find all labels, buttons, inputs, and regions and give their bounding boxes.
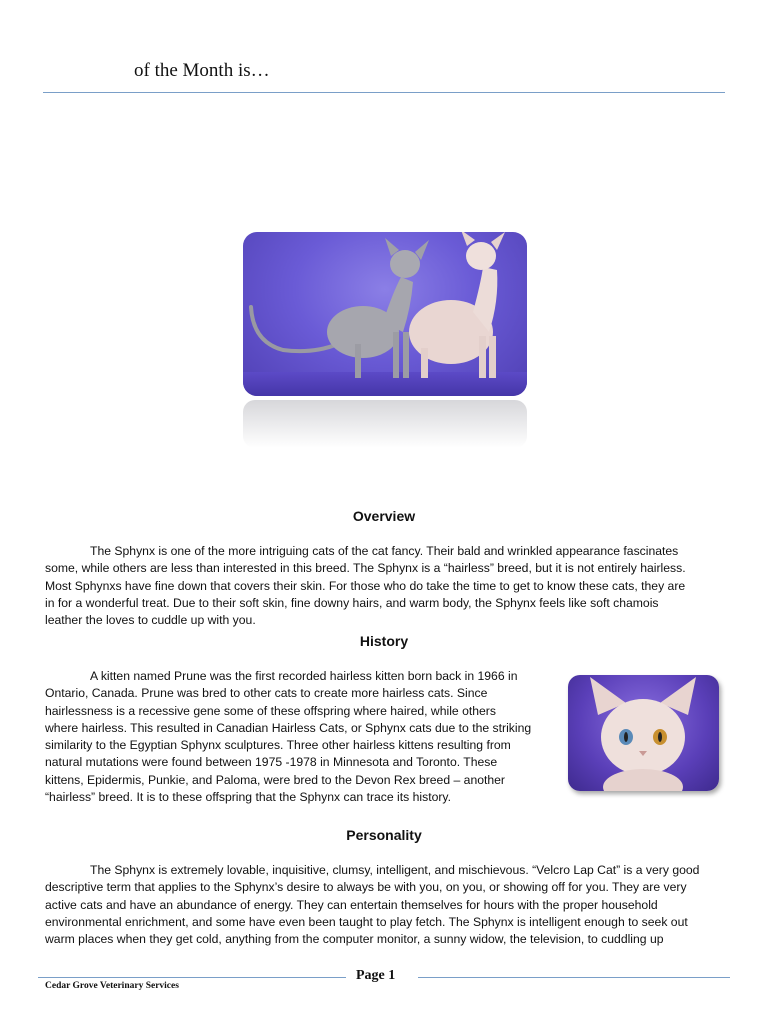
history-line: “hairless” breed. It is to these offspring that the Sphynx can trace its history. <box>45 790 451 805</box>
personality-line: environmental enrichment, and some have even been taught to play fetch. The Sphynx is intelligent enough to seek out <box>45 914 688 929</box>
overview-line: Most Sphynxs have fine down that covers their skin. For those who do take the time to get to know these cats, they are <box>45 578 686 593</box>
personality-paragraph <box>45 862 723 948</box>
history-line: hairlessness is a recessive gene some of these offspring where haired, while others <box>45 703 496 718</box>
hero-photo <box>243 232 527 446</box>
history-line: similarity to the Egyptian Sphynx sculptures. Three other hairless kittens resulting from <box>45 738 511 753</box>
hero-photo-frame <box>243 232 527 396</box>
cats-illustration <box>243 232 527 396</box>
history-paragraph <box>45 668 550 806</box>
page-number: Page 1 <box>356 968 396 983</box>
history-heading: History <box>359 633 409 649</box>
overview-line: The Sphynx is one of the more intriguing cats of the cat fancy. Their bald and wrinkled appearance fascinates <box>90 544 679 558</box>
personality-line: active cats and have an abundance of energy. They can entertain themselves for hours with the proper household <box>45 897 658 912</box>
kitten-illustration <box>568 675 719 791</box>
overview-line: leather the loves to cuddle up with you. <box>45 613 256 628</box>
personality-heading: Personality <box>346 827 422 843</box>
personality-line: warm places when they get cold, anything from the computer monitor, a sunny widow, the television, to cuddling up <box>45 932 664 947</box>
personality-line: The Sphynx is extremely lovable, inquisitive, clumsy, intelligent, and mischievous. “Velcro Lap Cat” is a very good <box>90 863 700 877</box>
footer-organization: Cedar Grove Veterinary Services <box>45 981 179 991</box>
footer-divider-left <box>38 977 346 978</box>
personality-line: descriptive term that applies to the Sphynx’s desire to always be with you, on you, or showing off for you. They are very <box>45 880 687 895</box>
kitten-photo <box>568 675 719 791</box>
hero-photo-reflection <box>243 400 527 448</box>
overview-heading: Overview <box>352 508 416 524</box>
overview-paragraph <box>45 543 723 629</box>
overview-line: in for a wonderful treat. Due to their soft skin, fine downy hairs, and warm body, the Sphynx feels like soft chamois <box>45 595 659 610</box>
overview-line: some, while others are less than interested in this breed. The Sphynx is a “hairless” breed, but it is not entirely hairless. <box>45 561 686 576</box>
footer-divider-right <box>418 977 730 978</box>
history-line: Ontario, Canada. Prune was bred to other cats to create more hairless cats. Since <box>45 686 488 701</box>
page-header-title: of the Month is… <box>134 60 270 81</box>
history-line: where hairless. This resulted in Canadian Hairless Cats, or Sphynx cats due to the striking <box>45 720 532 735</box>
header-divider <box>43 92 725 93</box>
history-line: natural mutations were found between 1975 -1978 in Minnesota and Toronto. These <box>45 755 498 770</box>
history-line: A kitten named Prune was the first recorded hairless kitten born back in 1966 in <box>90 669 518 683</box>
history-line: kittens, Epidermis, Punkie, and Paloma, were bred to the Devon Rex breed – another <box>45 772 505 787</box>
